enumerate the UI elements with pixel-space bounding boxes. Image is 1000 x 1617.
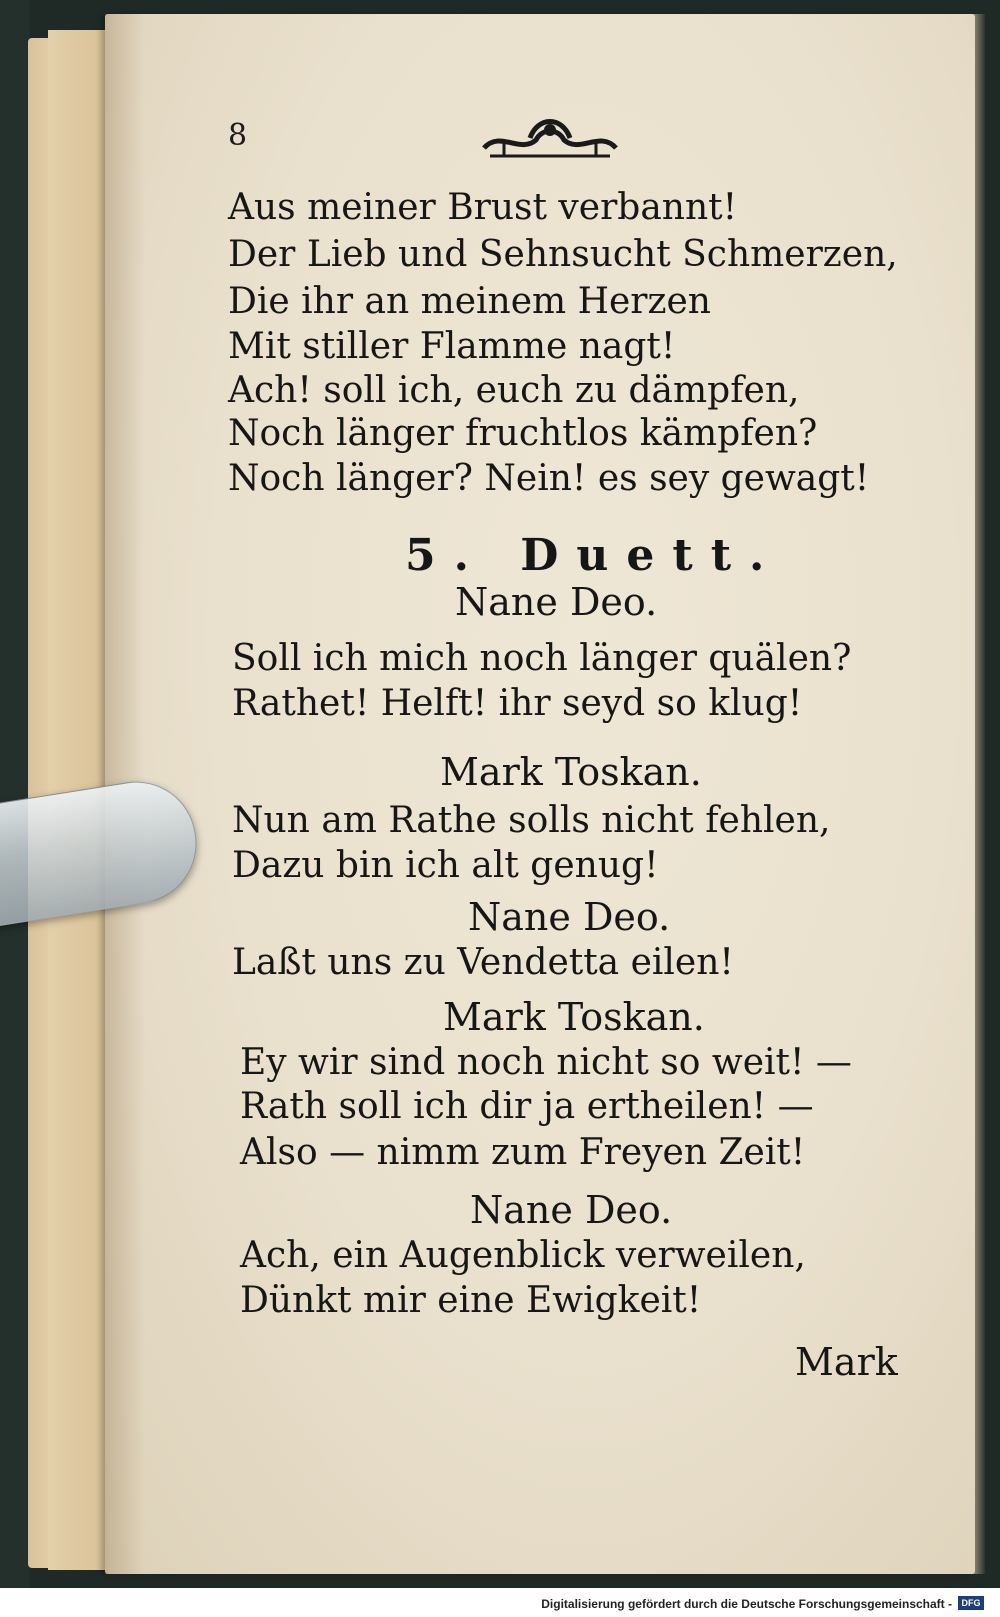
duet-line: Soll ich mich noch länger quälen?: [232, 638, 852, 679]
duet-line: Ach, ein Augenblick verweilen,: [240, 1235, 806, 1276]
speaker-name: Nane Deo.: [468, 895, 671, 939]
catchword: Mark: [795, 1340, 898, 1384]
section-title: 5. Duett.: [405, 530, 783, 581]
duet-line: Laßt uns zu Vendetta eilen!: [232, 942, 734, 983]
verse-line: Der Lieb und Sehnsucht Schmerzen,: [228, 234, 898, 275]
ornament-icon: [480, 110, 620, 166]
duet-line: Rath soll ich dir ja ertheilen! —: [240, 1086, 814, 1127]
page-number: 8: [228, 118, 248, 153]
duet-line: Also — nimm zum Freyen Zeit!: [240, 1132, 806, 1173]
duet-line: Dünkt mir eine Ewigkeit!: [240, 1280, 702, 1321]
duet-line: Dazu bin ich alt genug!: [232, 845, 659, 886]
duet-line: Ey wir sind noch nicht so weit! —: [240, 1042, 852, 1083]
footer-credit: Digitalisierung gefördert durch die Deutsche Forschungsgemeinschaft -: [541, 1597, 952, 1611]
speaker-name: Mark Toskan.: [443, 995, 705, 1039]
verse-line: Noch länger? Nein! es sey gewagt!: [228, 458, 870, 499]
speaker-name: Nane Deo.: [455, 580, 658, 624]
dfg-logo: DFG: [958, 1596, 984, 1610]
duet-line: Nun am Rathe solls nicht fehlen,: [232, 800, 831, 841]
verse-line: Noch länger fruchtlos kämpfen?: [228, 413, 818, 454]
speaker-name: Nane Deo.: [470, 1188, 673, 1232]
duet-line: Rathet! Helft! ihr seyd so klug!: [232, 683, 803, 724]
verse-line: Mit stiller Flamme nagt!: [228, 326, 676, 367]
verse-line: Die ihr an meinem Herzen: [228, 281, 711, 322]
verse-line: Aus meiner Brust verbannt!: [228, 187, 738, 228]
verse-line: Ach! soll ich, euch zu dämpfen,: [228, 370, 800, 411]
speaker-name: Mark Toskan.: [440, 750, 702, 794]
